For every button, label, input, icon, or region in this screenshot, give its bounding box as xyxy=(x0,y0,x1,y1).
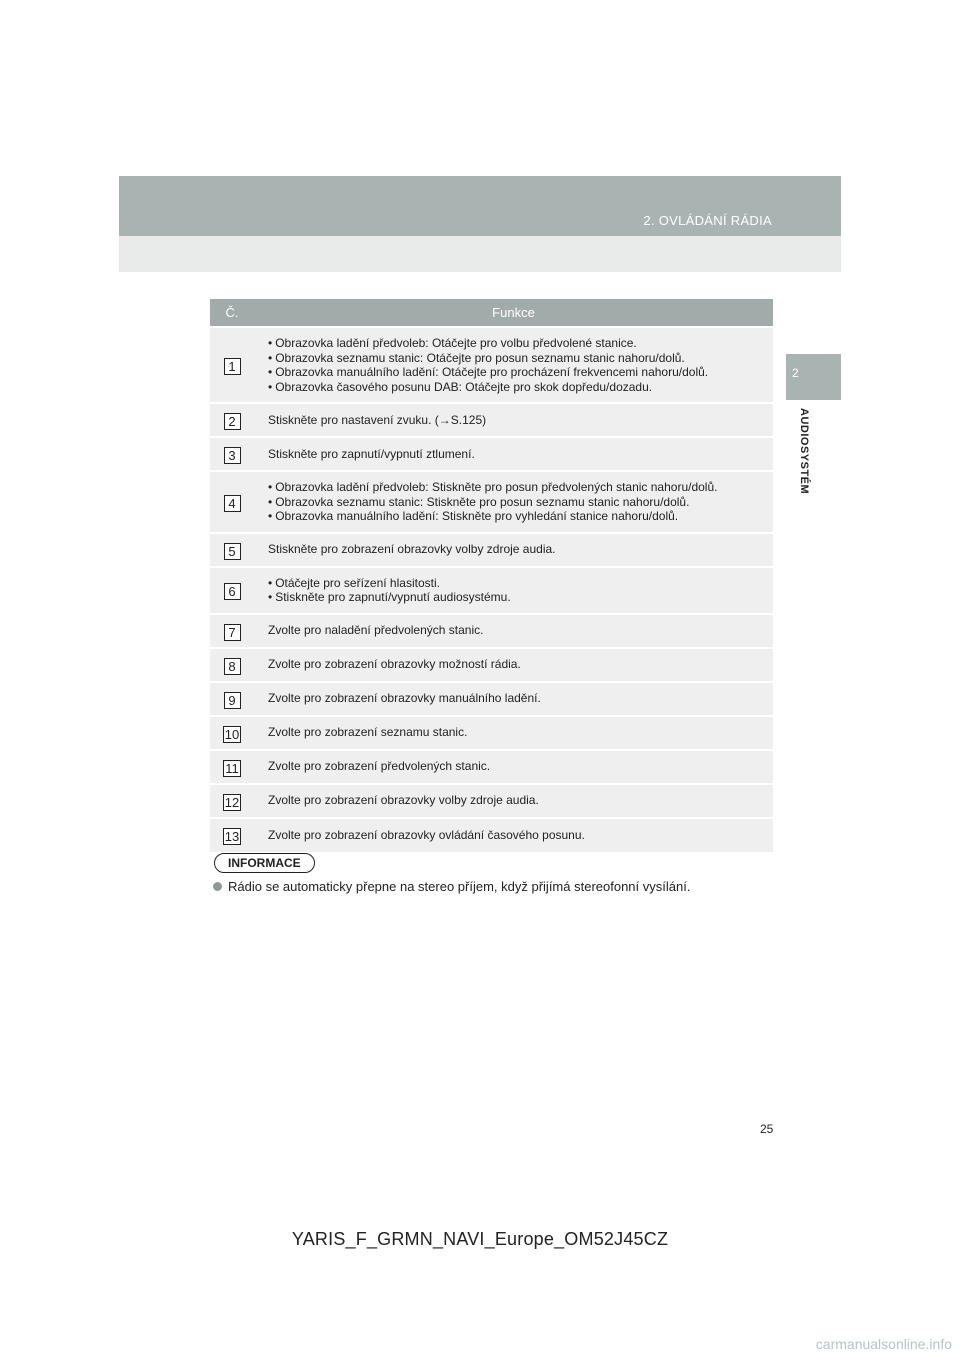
bullet-item: • Obrazovka seznamu stanic: Stiskněte pro posun seznamu stanic nahoru/dolů. xyxy=(268,495,767,510)
info-text: Rádio se automaticky přepne na stereo příjem, když přijímá stereofonní vysílání. xyxy=(228,879,691,894)
table-row xyxy=(210,818,773,852)
bullet-item: • Stiskněte pro zapnutí/vypnutí audiosystému. xyxy=(268,590,767,605)
row-description: Zvolte pro zobrazení předvolených stanic. xyxy=(254,750,773,784)
table-row xyxy=(210,437,773,471)
section-title: 2. OVLÁDÁNÍ RÁDIA xyxy=(643,213,772,228)
table-row xyxy=(210,750,773,784)
row-number-box: 3 xyxy=(224,447,241,464)
table-row xyxy=(210,471,773,533)
bullet-item: • Obrazovka manuálního ladění: Otáčejte pro procházení frekvencemi nahoru/dolů. xyxy=(268,365,767,380)
row-description: Zvolte pro zobrazení obrazovky manuálního ladění. xyxy=(254,682,773,716)
row-number-box: 4 xyxy=(224,495,241,512)
col-header-function: Funkce xyxy=(254,299,773,327)
chapter-number: 2 xyxy=(792,366,799,380)
row-number-box: 8 xyxy=(224,658,241,675)
table-row xyxy=(210,682,773,716)
bullet-item: • Obrazovka manuálního ladění: Stiskněte pro vyhledání stanice nahoru/dolů. xyxy=(268,509,767,524)
row-number-box: 11 xyxy=(225,760,239,776)
chapter-tab xyxy=(786,354,841,400)
page-number: 25 xyxy=(760,1122,774,1136)
watermark: carmanualsonline.info xyxy=(815,1336,952,1352)
row-number-box: 5 xyxy=(224,543,241,560)
row-number-box: 10 xyxy=(224,726,240,742)
function-table xyxy=(210,299,773,852)
footer-code: YARIS_F_GRMN_NAVI_Europe_OM52J45CZ xyxy=(291,1229,669,1249)
table-row xyxy=(210,567,773,614)
row-number-box: 7 xyxy=(224,624,241,641)
info-badge: INFORMACE xyxy=(214,853,315,873)
row-description: Zvolte pro zobrazení obrazovky možností rádia. xyxy=(254,648,773,682)
bullet-item: • Obrazovka časového posunu DAB: Otáčejte pro skok dopředu/dozadu. xyxy=(268,380,767,395)
row-description: Zvolte pro zobrazení obrazovky ovládání časového posunu. xyxy=(254,818,773,852)
table-row xyxy=(210,403,773,437)
row-number-box: 13 xyxy=(224,829,240,844)
header-subband xyxy=(119,236,841,272)
chapter-label: AUDIOSYSTÉM xyxy=(798,408,810,495)
table-row xyxy=(210,716,773,750)
bullet-dot-icon xyxy=(213,882,222,891)
table-row xyxy=(210,784,773,818)
row-description: Stiskněte pro nastavení zvuku. (→S.125) xyxy=(254,403,773,437)
bullet-item: • Obrazovka seznamu stanic: Otáčejte pro posun seznamu stanic nahoru/dolů. xyxy=(268,351,767,366)
row-number-box: 6 xyxy=(224,583,241,600)
table-row xyxy=(210,614,773,648)
row-number-box: 2 xyxy=(224,413,241,430)
col-header-no: Č. xyxy=(210,299,254,327)
row-number-box: 1 xyxy=(224,358,241,375)
row-number-box: 9 xyxy=(224,692,241,709)
row-description: Zvolte pro zobrazení seznamu stanic. xyxy=(254,716,773,750)
row-description: Stiskněte pro zobrazení obrazovky volby zdroje audia. xyxy=(254,533,773,567)
table-row xyxy=(210,648,773,682)
bullet-item: • Obrazovka ladění předvoleb: Stiskněte pro posun předvolených stanic nahoru/dolů. xyxy=(268,480,767,495)
table-row xyxy=(210,327,773,403)
bullet-item: • Obrazovka ladění předvoleb: Otáčejte pro volbu předvolené stanice. xyxy=(268,336,767,351)
row-number-box: 12 xyxy=(224,794,240,810)
row-description: Zvolte pro naladění předvolených stanic. xyxy=(254,614,773,648)
row-description: Stiskněte pro zapnutí/vypnutí ztlumení. xyxy=(254,437,773,471)
bullet-item: • Otáčejte pro seřízení hlasitosti. xyxy=(268,576,767,591)
row-description: Zvolte pro zobrazení obrazovky volby zdroje audia. xyxy=(254,784,773,818)
info-item xyxy=(213,879,690,894)
table-row xyxy=(210,533,773,567)
